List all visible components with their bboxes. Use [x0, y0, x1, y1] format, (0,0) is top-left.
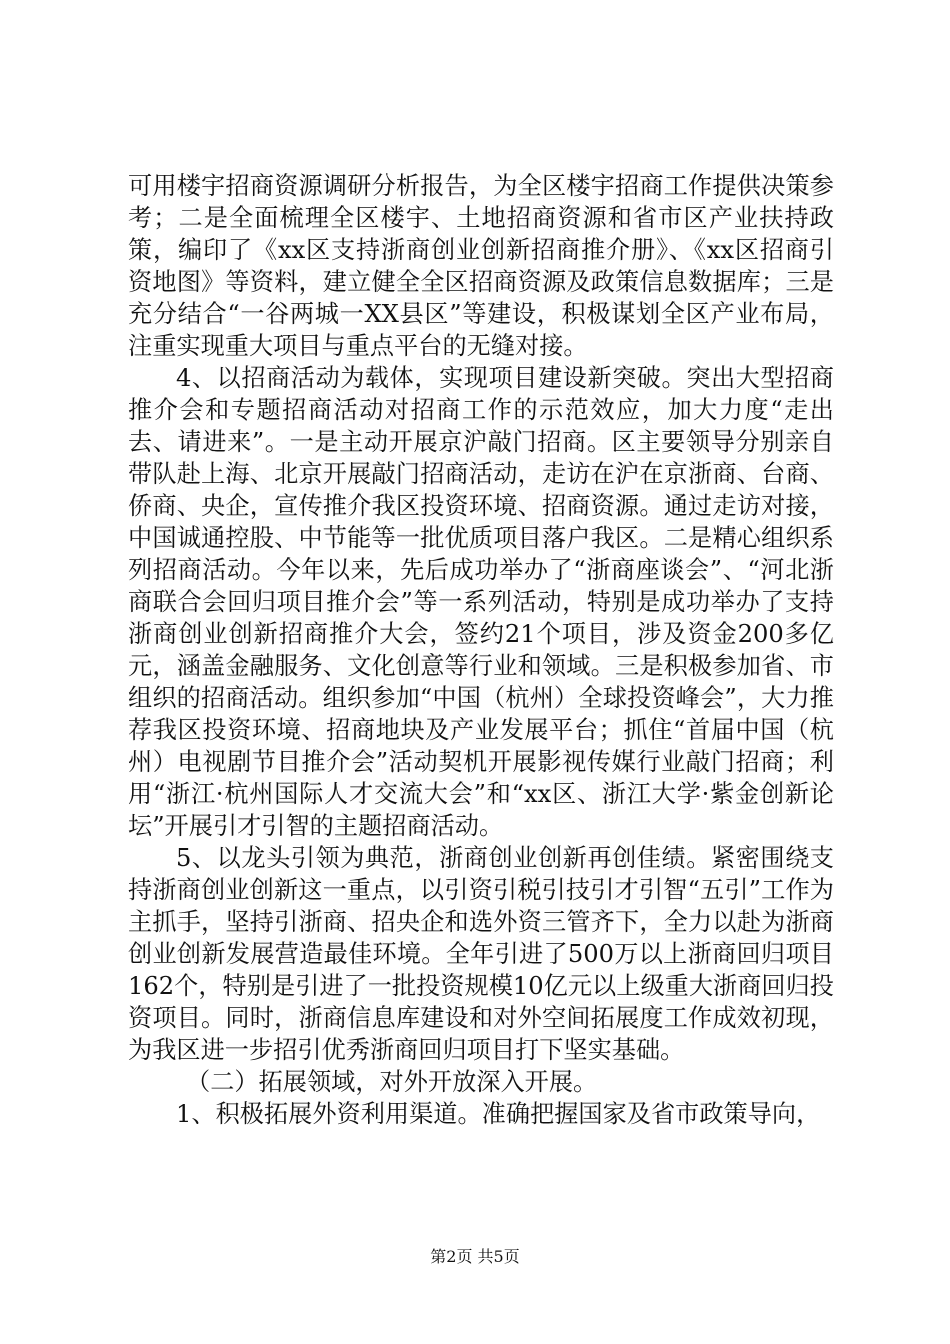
- paragraph-continuation: 可用楼宇招商资源调研分析报告，为全区楼宇招商工作提供决策参考；二是全面梳理全区楼宇、土地招商资源和省市区产业扶持政策，编印了《xx区支持浙商创业创新招商推介册》、《xx区招商引资地图》等资料，建立健全全区招商资源及政策信息数据库；三是充分结合“一谷两城一XX县区”等建设，积极谋划全区产业布局，注重实现重大项目与重点平台的无缝对接。: [128, 172, 834, 360]
- page-footer: 第2页 共5页: [430, 1247, 520, 1266]
- paragraph-item-4: 4、以招商活动为载体，实现项目建设新突破。突出大型招商推介会和专题招商活动对招商工作的示范效应，加大力度“走出去、请进来”。一是主动开展京沪敲门招商。区主要领导分别亲自带队赴上海、北京开展敲门招商活动，走访在沪在京浙商、台商、侨商、央企，宣传推介我区投资环境、招商资源。通过走访对接，中国诚通控股、中节能等一批优质项目落户我区。二是精心组织系列招商活动。今年以来，先后成功举办了“浙商座谈会”、“河北浙商联合会回归项目推介会”等一系列活动，特别是成功举办了支持浙商创业创新招商推介大会，签约21个项目，涉及资金200多亿元，涵盖金融服务、文化创意等行业和领域。三是积极参加省、市组织的招商活动。组织参加“中国（杭州）全球投资峰会”，大力推荐我区投资环境、招商地块及产业发展平台；抓住“首届中国（杭州）电视剧节目推介会”活动契机开展影视传媒行业敲门招商；利用“浙江·杭州国际人才交流大会”和“xx区、浙江大学·紫金创新论坛”开展引才引智的主题招商活动。: [128, 364, 834, 840]
- document-body: [128, 170, 834, 1130]
- paragraph-item-5: 5、以龙头引领为典范，浙商创业创新再创佳绩。紧密围绕支持浙商创业创新这一重点，以引资引税引技引才引智“五引”工作为主抓手，坚持引浙商、招央企和选外资三管齐下，全力以赴为浙商创业创新发展营造最佳环境。全年引进了500万以上浙商回归项目162个，特别是引进了一批投资规模10亿元以上级重大浙商回归投资项目。同时，浙商信息库建设和对外空间拓展度工作成效初现，为我区进一步招引优秀浙商回归项目打下坚实基础。: [128, 844, 834, 1064]
- paragraph-item-1: 1、积极拓展外资利用渠道。准确把握国家及省市政策导向，: [176, 1100, 821, 1128]
- section-heading: （二）拓展领域，对外开放深入开展。: [186, 1068, 598, 1096]
